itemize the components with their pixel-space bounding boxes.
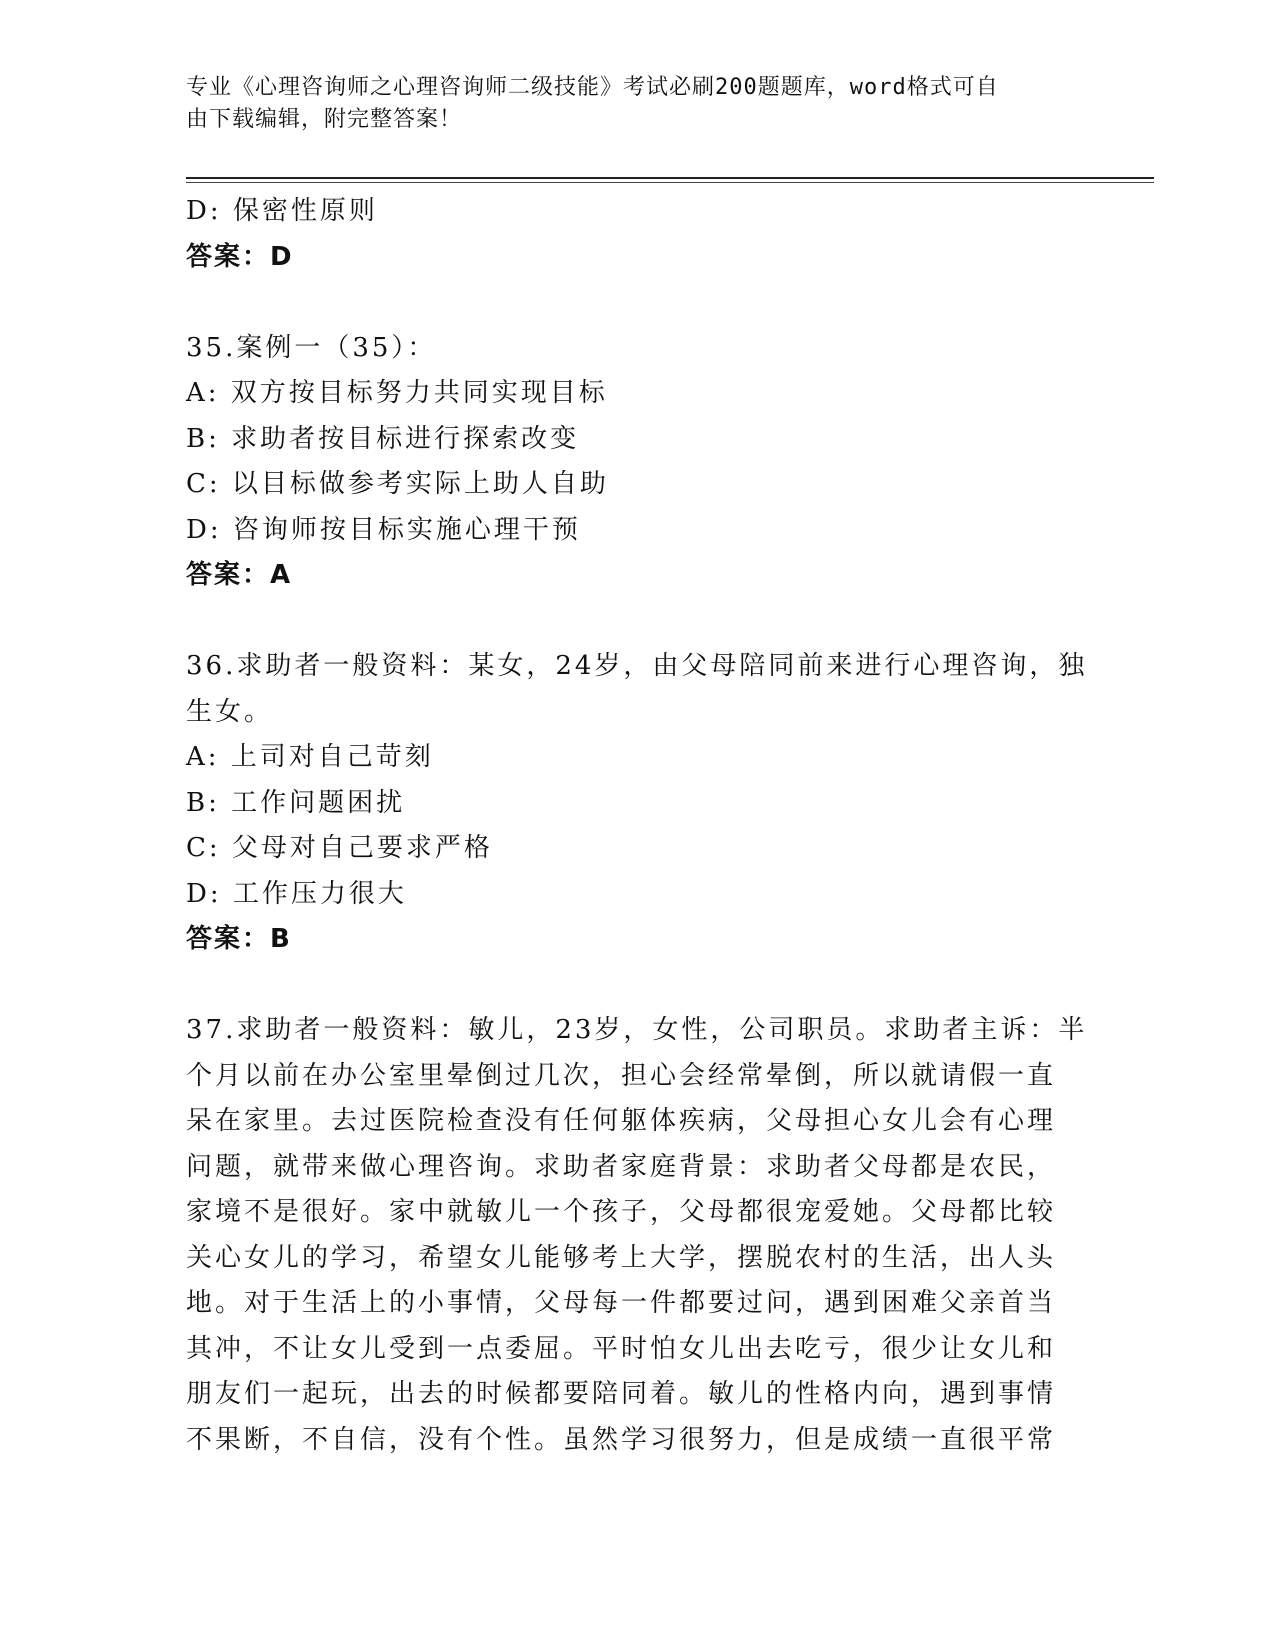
answer-line: 答案：D: [186, 241, 294, 272]
question-stem-line-5: 家境不是很好。家中就敏儿一个孩子，父母都很宠爱她。父母都比较: [186, 1197, 1057, 1227]
option-d: D: 保密性原则: [186, 196, 378, 226]
option-c: C: 以目标做参考实际上助人自助: [186, 469, 609, 499]
header-line-2: 由下载编辑，附完整答案！: [186, 107, 463, 132]
question-stem-line-2: 生女。: [186, 696, 274, 727]
question-stem-line-6: 关心女儿的学习，希望女儿能够考上大学，摆脱农村的生活，出人头: [186, 1242, 1057, 1273]
question-stem-line-1: 37.求助者一般资料：敏儿，23岁，女性，公司职员。求助者主诉：半: [186, 1015, 1088, 1045]
header-divider-thin: [186, 182, 1154, 183]
question-stem-line-8: 其冲，不让女儿受到一点委屈。平时怕女儿出去吃亏，很少让女儿和: [186, 1333, 1057, 1364]
question-36: [186, 644, 1086, 963]
option-b: B: 求助者按目标进行探索改变: [186, 423, 580, 454]
question-37: [186, 1008, 1086, 1463]
question-stem-line-4: 问题，就带来做心理咨询。求助者家庭背景：求助者父母都是农民，: [186, 1151, 1057, 1182]
option-d: D: 咨询师按目标实施心理干预: [186, 514, 581, 545]
document-header: [186, 72, 1066, 136]
question-35: [186, 326, 1086, 599]
spacer: [186, 599, 1086, 645]
option-a: A: 双方按目标努力共同实现目标: [186, 378, 608, 408]
spacer: [186, 280, 1086, 326]
option-b: B: 工作问题困扰: [186, 787, 406, 818]
header-line-1: 专业《心理咨询师之心理咨询师二级技能》考试必刷200题题库，word格式可自: [186, 75, 999, 100]
option-a: A: 上司对自己苛刻: [186, 742, 434, 772]
question-stem-line-10: 不果断，不自信，没有个性。虽然学习很努力，但是成绩一直很平常: [186, 1424, 1057, 1455]
question-stem-line-3: 呆在家里。去过医院检查没有任何躯体疾病，父母担心女儿会有心理: [186, 1106, 1057, 1136]
document-body: [186, 189, 1086, 1463]
spacer: [186, 963, 1086, 1009]
question-34-tail: [186, 189, 1086, 280]
option-c: C: 父母对自己要求严格: [186, 833, 493, 863]
header-divider-thick: [186, 177, 1154, 179]
option-d: D: 工作压力很大: [186, 878, 407, 909]
answer-line: 答案：B: [186, 924, 292, 954]
question-stem: 35.案例一（35）：: [186, 332, 437, 363]
question-stem-line-9: 朋友们一起玩，出去的时候都要陪同着。敏儿的性格内向，遇到事情: [186, 1379, 1057, 1409]
question-stem-line-2: 个月以前在办公室里晕倒过几次，担心会经常晕倒，所以就请假一直: [186, 1060, 1057, 1091]
answer-line: 答案：A: [186, 560, 293, 590]
question-stem-line-7: 地。对于生活上的小事情，父母每一件都要过问，遇到困难父亲首当: [186, 1288, 1057, 1318]
question-stem-line-1: 36.求助者一般资料：某女，24岁，由父母陪同前来进行心理咨询，独: [186, 651, 1088, 681]
